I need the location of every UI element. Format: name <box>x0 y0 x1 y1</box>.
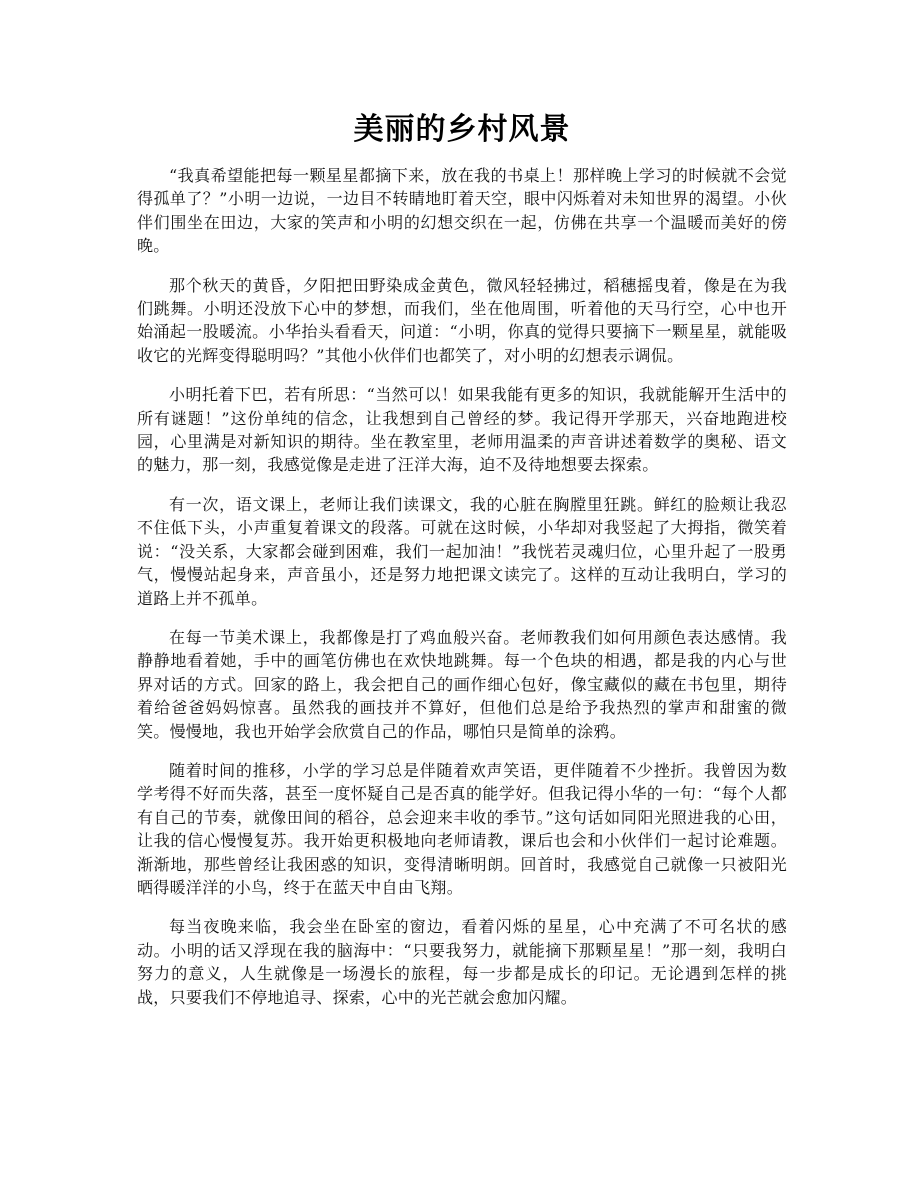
document-title: 美丽的乡村风景 <box>353 112 571 147</box>
paragraph-6: 随着时间的推移，小学的学习总是伴随着欢声笑语，更伴随着不少挫折。我曾因为数学考得不好而失落，甚至一度怀疑自己是否真的能学好。但我记得小华的一句：“每个人都有自己的节奏，就像田间的稻谷，总会迎来丰收的季节。”这句话如同阳光照进我的心田，让我的信心慢慢复苏。我开始更积极地向老师请教，课后也会和小伙伴们一起讨论难题。渐渐地，那些曾经让我困惑的知识，变得清晰明朗。回首时，我感觉自己就像一只被阳光晒得暖洋洋的小鸟，终于在蓝天中自由飞翔。 <box>137 760 787 897</box>
paragraph-4: 有一次，语文课上，老师让我们读课文，我的心脏在胸膛里狂跳。鲜红的脸颊让我忍不住低下头，小声重复着课文的段落。可就在这时候，小华却对我竖起了大拇指，微笑着说：“没关系，大家都会碰到困难，我们一起加油！”我恍若灵魂归位，心里升起了一股勇气，慢慢站起身来，声音虽小，还是努力地把课文读完了。这样的互动让我明白，学习的道路上并不孤单。 <box>137 494 787 608</box>
paragraph-1: “我真希望能把每一颗星星都摘下来，放在我的书桌上！那样晚上学习的时候就不会觉得孤单了？”小明一边说，一边目不转睛地盯着天空，眼中闪烁着对未知世界的渴望。小伙伴们围坐在田边，大家的笑声和小明的幻想交织在一起，仿佛在共享一个温暖而美好的傍晚。 <box>137 166 787 256</box>
paragraph-5: 在每一节美术课上，我都像是打了鸡血般兴奋。老师教我们如何用颜色表达感情。我静静地看着她，手中的画笔仿佛也在欢快地跳舞。每一个色块的相遇，都是我的内心与世界对话的方式。回家的路上，我会把自己的画作细心包好，像宝藏似的藏在书包里，期待着给爸爸妈妈惊喜。虽然我的画技并不算好，但他们总是给予我热烈的掌声和甜蜜的微笑。慢慢地，我也开始学会欣赏自己的作品，哪怕只是简单的涂鸦。 <box>137 627 787 741</box>
paragraph-7: 每当夜晚来临，我会坐在卧室的窗边，看着闪烁的星星，心中充满了不可名状的感动。小明的话又浮现在我的脑海中：“只要我努力，就能摘下那颗星星！”那一刻，我明白努力的意义，人生就像是一场漫长的旅程，每一步都是成长的印记。无论遇到怎样的挑战，只要我们不停地追寻、探索，心中的光芒就会愈加闪耀。 <box>137 917 787 1007</box>
paragraph-2: 那个秋天的黄昏，夕阳把田野染成金黄色，微风轻轻拂过，稻穗摇曳着，像是在为我们跳舞。小明还没放下心中的梦想，而我们，坐在他周围，听着他的天马行空，心中也开始涌起一股暖流。小华抬头看看天，问道：“小明，你真的觉得只要摘下一颗星星，就能吸收它的光辉变得聪明吗？”其他小伙伴们也都笑了，对小明的幻想表示调侃。 <box>137 275 787 365</box>
document-body <box>137 164 787 1009</box>
paragraph-3: 小明托着下巴，若有所思：“当然可以！如果我能有更多的知识，我就能解开生活中的所有谜题！”这份单纯的信念，让我想到自己曾经的梦。我记得开学那天，兴奋地跑进校园，心里满是对新知识的期待。坐在教室里，老师用温柔的声音讲述着数学的奥秘、语文的魅力，那一刻，我感觉像是走进了汪洋大海，迫不及待地想要去探索。 <box>137 385 787 475</box>
document-page <box>137 0 787 1025</box>
